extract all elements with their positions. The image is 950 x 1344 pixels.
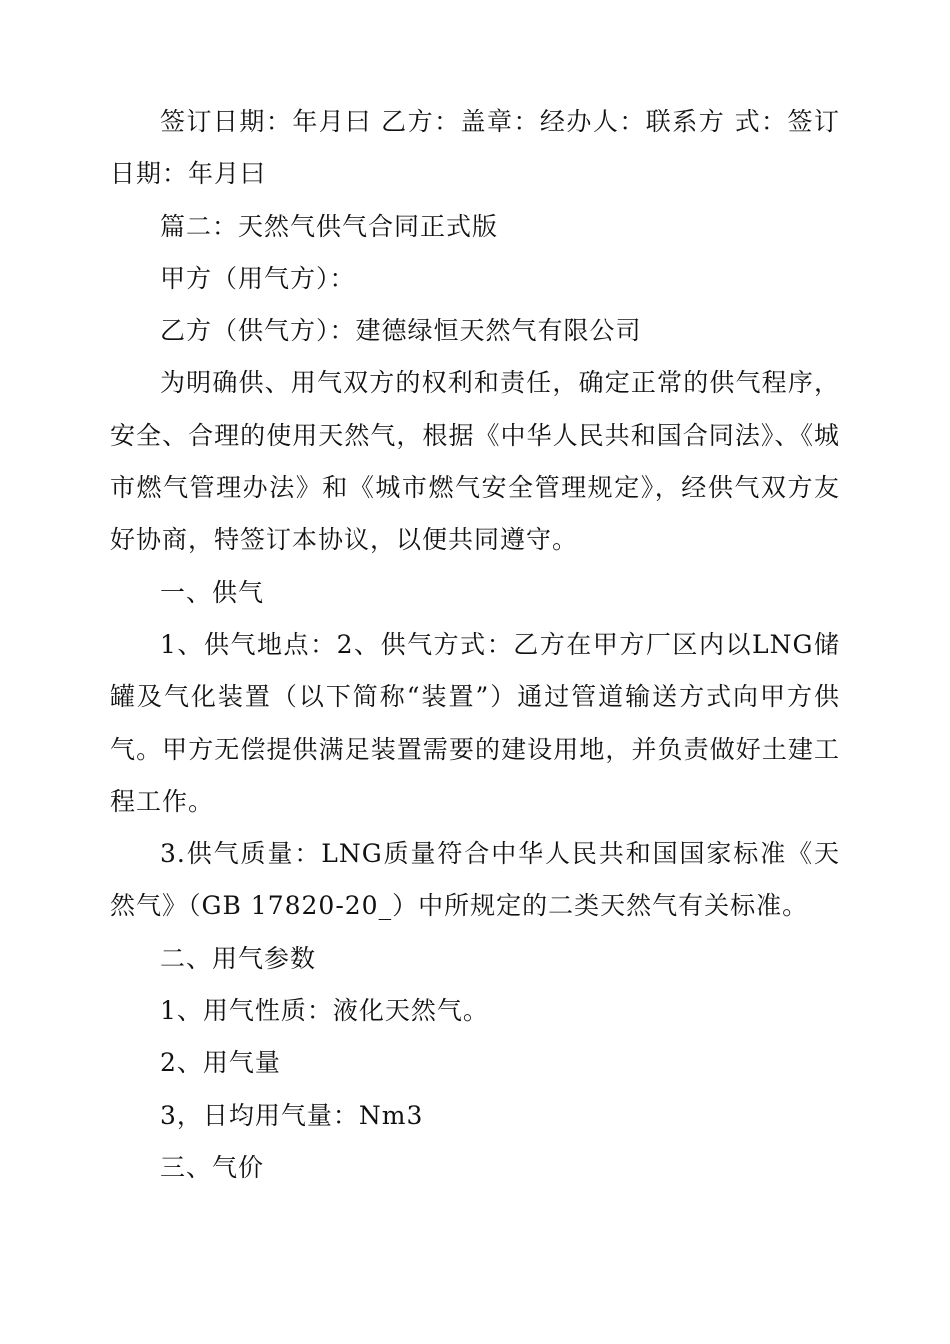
party-a-line: 甲方（用气方）：	[160, 263, 356, 293]
heading-gas-supply: 一、供气	[160, 577, 265, 607]
heading-gas-price: 三、气价	[160, 1152, 265, 1182]
heading-gas-parameters: 二、用气参数	[160, 943, 317, 973]
party-b-line: 乙方（供气方）：建德绿恒天然气有限公司	[160, 316, 642, 346]
signing-date-paragraph: 签订日期：年月曰 乙方：盖章：经办人：联系方 式：签订日期：年月曰	[110, 107, 840, 189]
gas-nature-item: 1、用气性质：液化天然气。	[160, 996, 489, 1026]
supply-quality-paragraph: 3.供气质量：LNG质量符合中华人民共和国国家标准《天 然气》（GB 17820-20_）中所规定的二类天然气有关标准。	[110, 839, 840, 921]
gas-volume-item: 2、用气量	[160, 1048, 281, 1078]
preamble-paragraph: 为明确供、用气双方的权利和责任，确定正常的供气程序，安全、合理的使用天然气，根据《中华人民共和国合同法》、《城市燃气管理办法》和《城市燃气安全管理规定》，经供气双方友好协商，特签订本协议，以便共同遵守。	[110, 368, 840, 555]
document-body	[110, 96, 840, 1194]
supply-location-method-paragraph: 1、供气地点：2、供气方式：乙方在甲方厂区内以LNG储罐及气化装置（以下简称“装置”）通过管道输送方式向甲方供气。甲方无偿提供满足装置需要的建设用地，并负责做好土建工程工作。	[110, 629, 840, 816]
daily-gas-volume-item: 3，日均用气量：Nm3	[160, 1100, 424, 1130]
section-title: 篇二：天然气供气合同正式版	[160, 211, 499, 241]
